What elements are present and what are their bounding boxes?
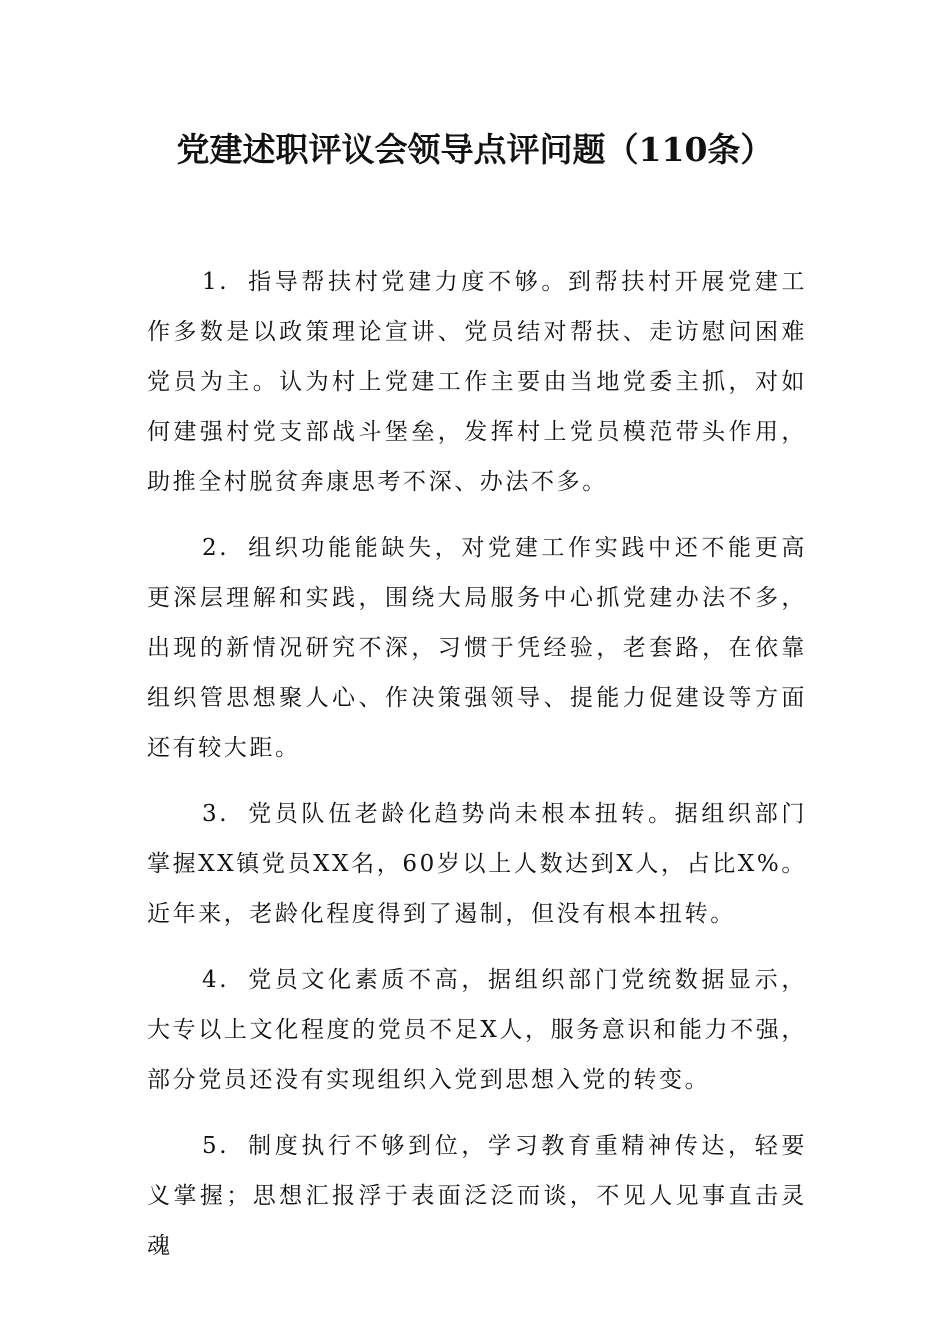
item-text: 指导帮扶村党建力度不够。到帮扶村开展党建工作多数是以政策理论宣讲、党员结对帮扶、走访慰问困难党员为主。认为村上党建工作主要由当地党委主抓，对如何建强村党支部战斗堡垒，发挥村上党员模范带头作用，助推全村脱贫奔康思考不深、办法不多。 [147, 269, 807, 495]
list-item [147, 955, 807, 1105]
item-text: 党员文化素质不高，据组织部门党统数据显示，大专以上文化程度的党员不足X人，服务意识和能力不强，部分党员还没有实现组织入党到思想入党的转变。 [147, 967, 807, 1093]
item-number: 3. [202, 801, 230, 827]
item-text: 组织功能能缺失，对党建工作实践中还不能更高更深层理解和实践，围绕大局服务中心抓党建办法不多，出现的新情况研究不深，习惯于凭经验，老套路，在依靠组织管思想聚人心、作决策强领导、提能力促建设等方面还有较大距。 [147, 535, 807, 761]
item-number: 1. [202, 269, 230, 295]
item-text: 制度执行不够到位，学习教育重精神传达，轻要义掌握；思想汇报浮于表面泛泛而谈，不见人见事直击灵魂 [147, 1133, 807, 1259]
item-number: 5. [202, 1133, 230, 1159]
item-number: 2. [202, 535, 230, 561]
list-item [147, 523, 807, 773]
list-item [147, 257, 807, 507]
item-number: 4. [202, 967, 230, 993]
document-body [147, 257, 807, 1287]
document-title: 党建述职评议会领导点评问题（110条） [176, 130, 774, 169]
list-item [147, 789, 807, 939]
item-text: 党员队伍老龄化趋势尚未根本扭转。据组织部门掌握XX镇党员XX名，60岁以上人数达到X人，占比X%。近年来，老龄化程度得到了遏制，但没有根本扭转。 [147, 801, 807, 927]
list-item [147, 1121, 807, 1271]
